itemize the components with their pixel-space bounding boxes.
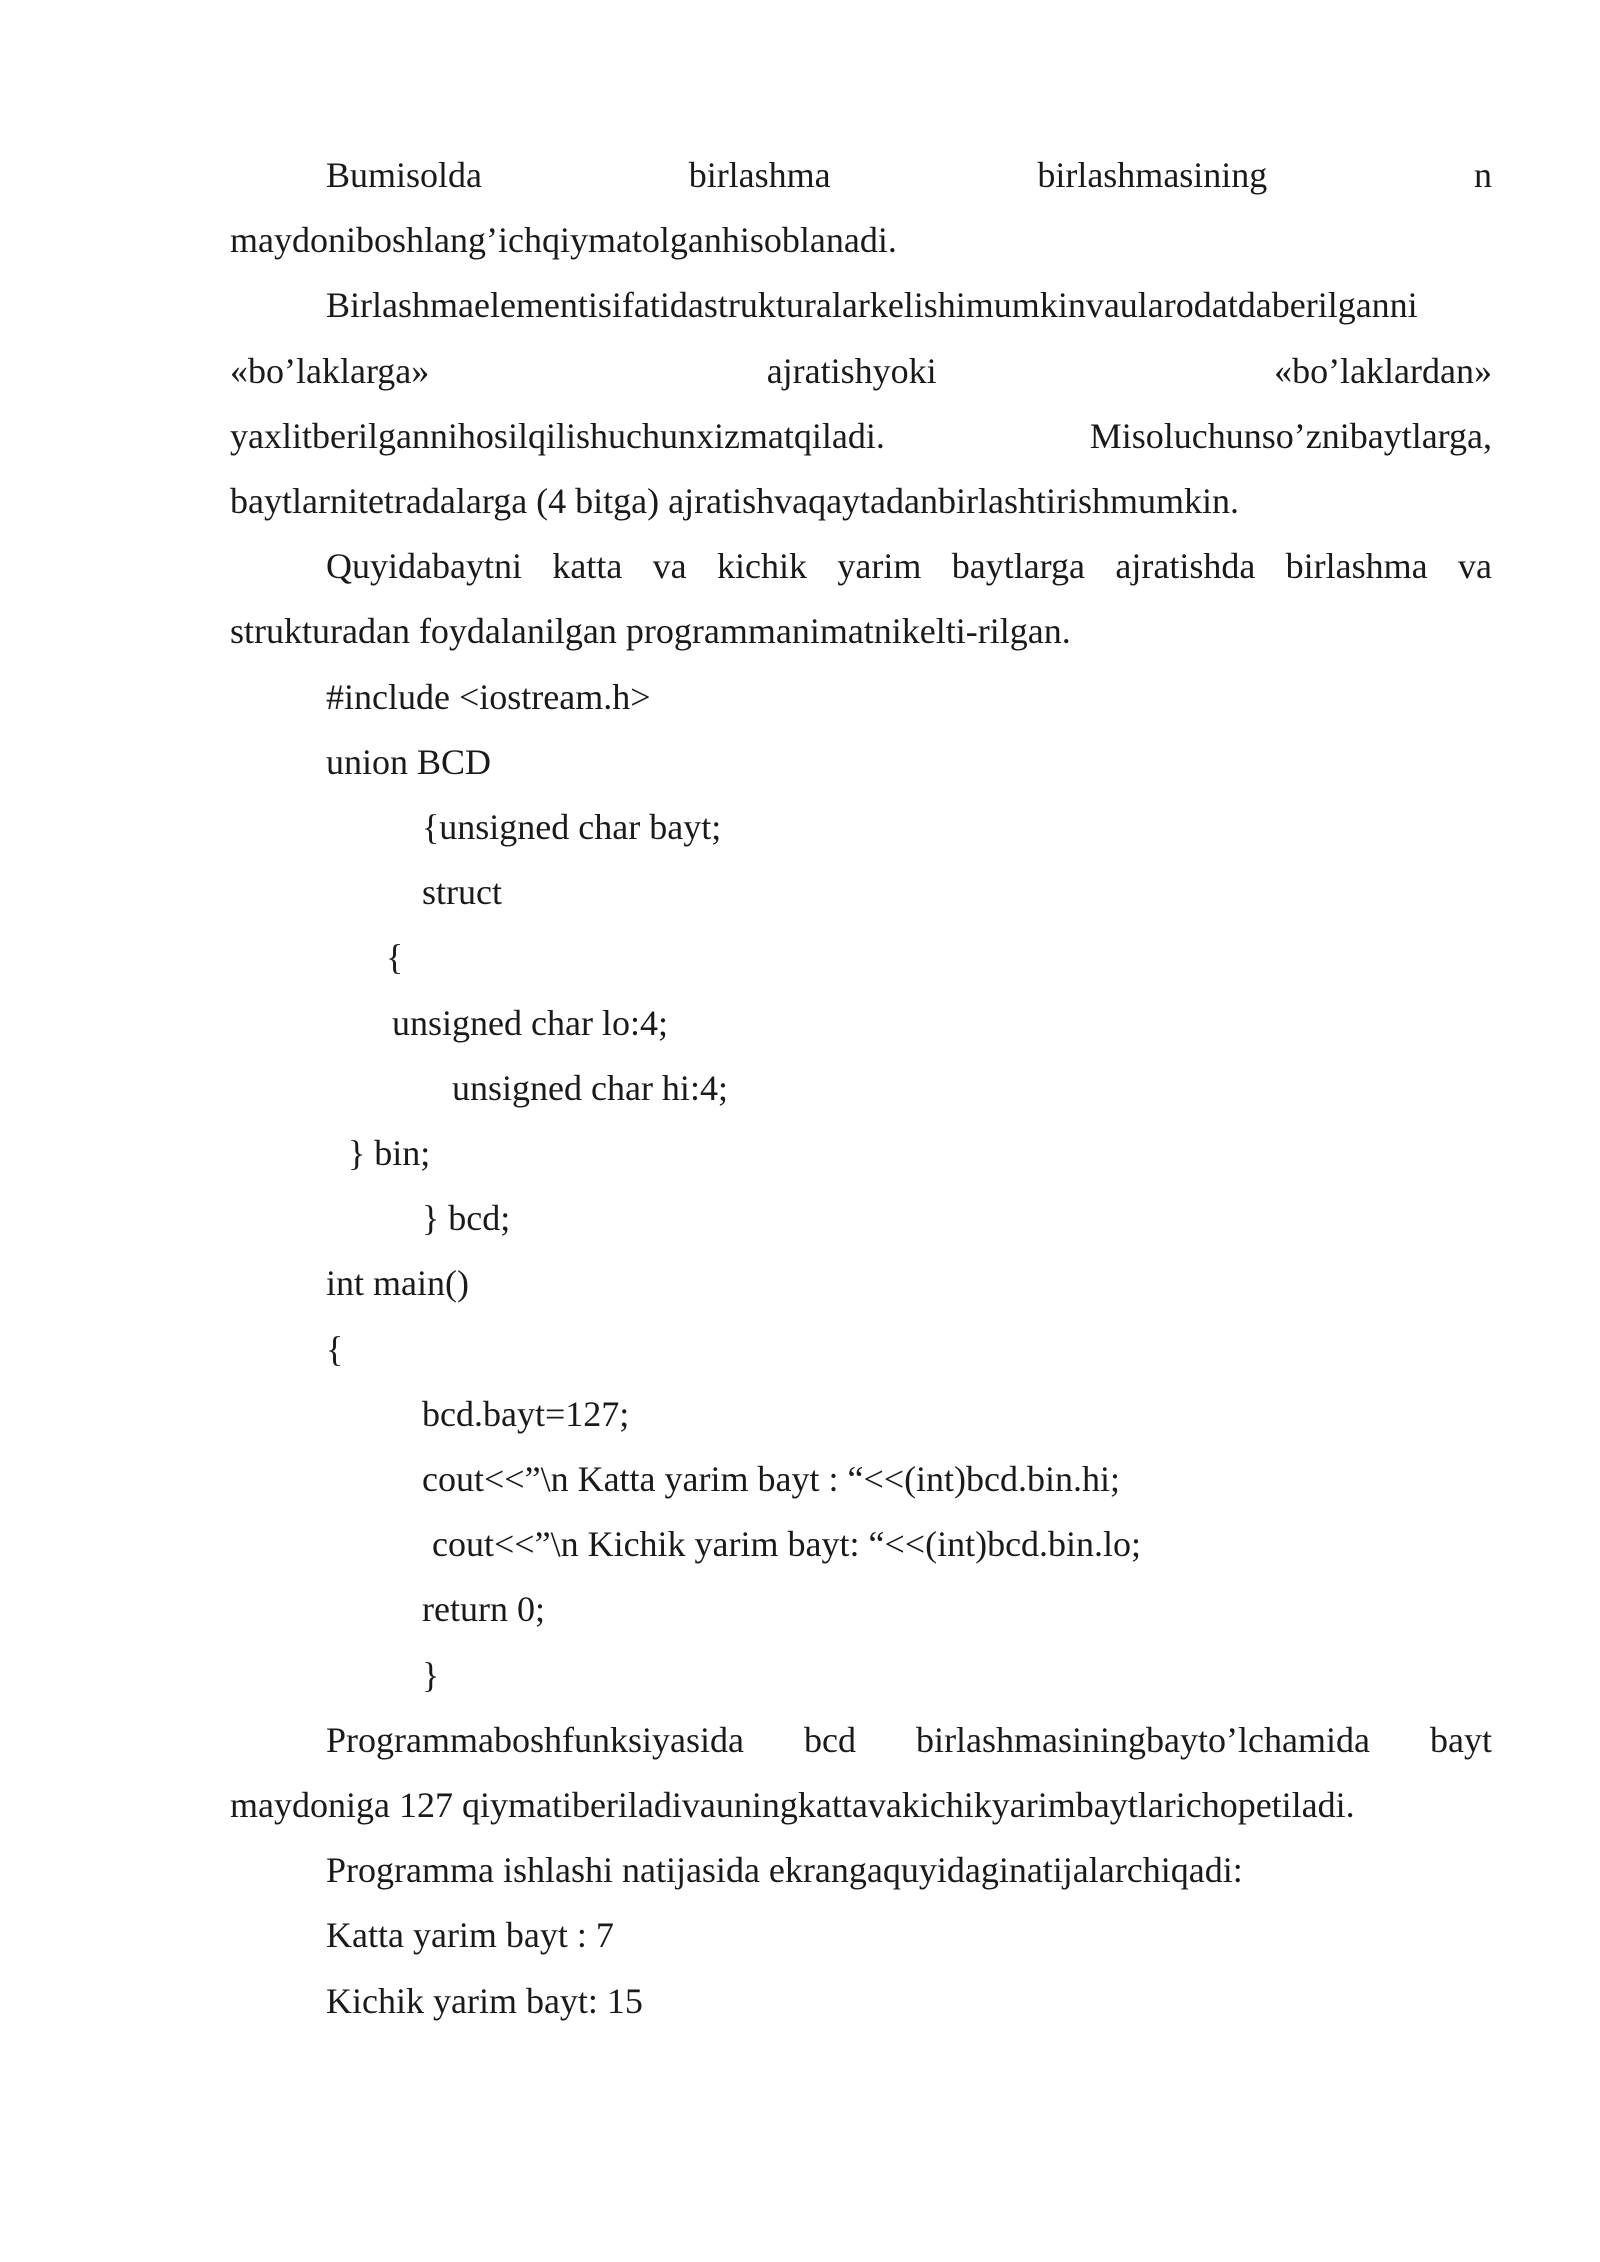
code-line-close: }: [422, 1654, 440, 1695]
code-line-include: #include <iostream.h>: [326, 676, 651, 717]
code-line-bayt: {unsigned char bayt;: [422, 807, 722, 848]
paragraph-4-line-2: maydoniga 127 qiymatiberiladivauningkattavakichikyarimbaytlarichopetiladi.: [230, 1785, 1355, 1826]
paragraph-2-line-2: «bo’laklarga» ajratishyoki «bo’laklardan»: [230, 350, 1492, 391]
paragraph-1-line-1: Bumisolda birlashma birlashmasining n: [326, 155, 1492, 195]
paragraph-4-line-1: Programmaboshfunksiyasida bcd birlashmasiningbayto’lchamida bayt: [326, 1719, 1492, 1760]
code-line-assign: bcd.bayt=127;: [422, 1393, 630, 1434]
code-line-bin: } bin;: [348, 1133, 431, 1174]
code-line-union: union BCD: [326, 741, 492, 782]
paragraph-5: Programma ishlashi natijasida ekrangaquyidaginatijalarchiqadi:: [326, 1850, 1243, 1891]
paragraph-2-line-4: baytlarnitetradalarga (4 bitga) ajratishvaqaytadanbirlashtirishmumkin.: [230, 481, 1240, 522]
paragraph-2-line-3: yaxlitberilgannihosilqilishuchunxizmatqiladi. Misoluchunso’znibaytlarga,: [230, 415, 1492, 456]
paragraph-3: Quyidabaytni katta va kichik yarim baytlarga ajratishda birlashma va strukturadan foydalanilgan programmanimatnikelti-rilgan.: [230, 546, 1492, 652]
code-line-hi: unsigned char hi:4;: [452, 1067, 728, 1108]
code-line-cout-lo: cout<<”\n Kichik yarim bayt: “<<(int)bcd.bin.lo;: [432, 1524, 1142, 1565]
output-line-kichik: Kichik yarim bayt: 15: [326, 1980, 643, 2021]
code-line-cout-hi: cout<<”\n Katta yarim bayt : “<<(int)bcd.bin.hi;: [422, 1459, 1121, 1500]
code-line-main: int main(): [326, 1263, 469, 1304]
code-line-open-brace: {: [386, 937, 404, 978]
code-line-struct: struct: [422, 872, 502, 913]
paragraph-1-line-2: maydoniboshlang’ichqiymatolganhisoblanadi.: [230, 220, 897, 261]
document-body: [230, 143, 1492, 2034]
output-line-katta: Katta yarim bayt : 7: [326, 1915, 614, 1956]
code-line-bcd: } bcd;: [422, 1198, 511, 1239]
code-line-main-open: {: [326, 1328, 344, 1369]
code-line-return: return 0;: [422, 1589, 545, 1630]
code-line-lo: unsigned char lo:4;: [392, 1002, 668, 1043]
paragraph-2-line-1: Birlashmaelementisifatidastrukturalarkelishimumkinvaularodatdaberilganni: [326, 285, 1418, 326]
